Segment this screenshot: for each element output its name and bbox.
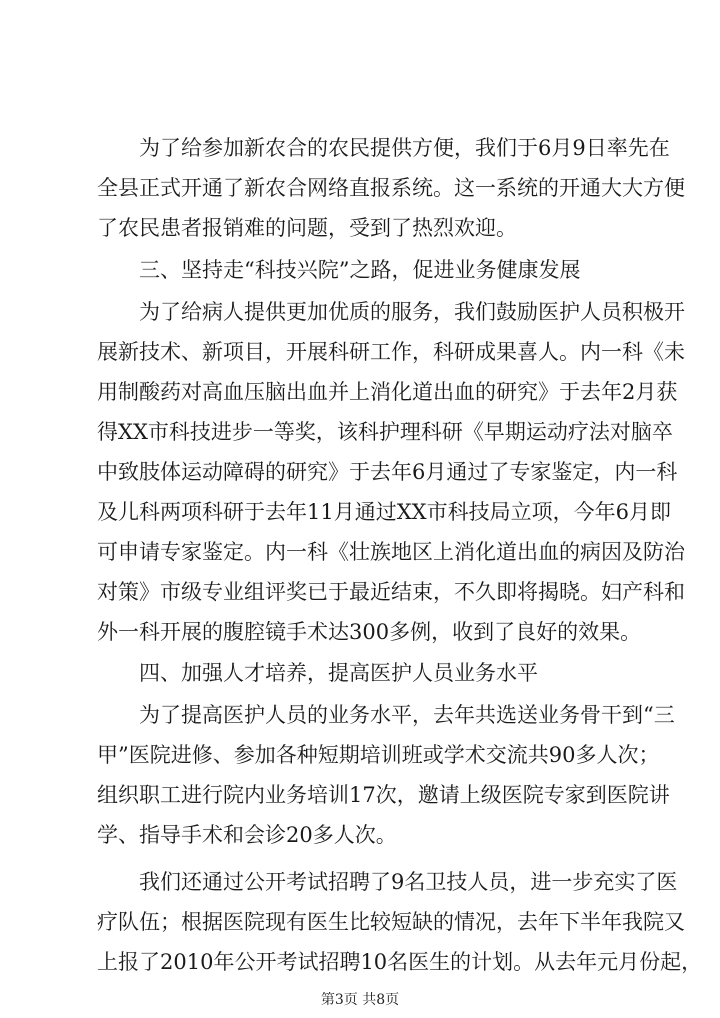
paragraph-line: 上报了2010年公开考试招聘10名医生的计划。从去年元月份起， [97, 950, 703, 974]
section-heading: 四、加强人才培养，提高医护人员业务水平 [139, 661, 538, 685]
paragraph-line: 及儿科两项科研于去年11月通过XX市科技局立项，今年6月即 [97, 500, 671, 524]
paragraph-line: 得XX市科技进步一等奖，该科护理科研《早期运动疗法对脑卒 [97, 420, 673, 444]
paragraph-line: 对策》市级专业组评奖已于最近结束，不久即将揭晓。妇产科和 [97, 580, 685, 604]
paragraph-line: 了农民患者报销难的问题，受到了热烈欢迎。 [97, 216, 517, 240]
paragraph-line: 疗队伍；根据医院现有医生比较短缺的情况，去年下半年我院又 [97, 910, 685, 934]
page-footer: 第3页 共8页 [320, 992, 400, 1008]
paragraph-line: 组织职工进行院内业务培训17次，邀请上级医院专家到医院讲 [97, 783, 670, 807]
paragraph-line: 为了给病人提供更加优质的服务，我们鼓励医护人员积极开 [139, 300, 685, 324]
paragraph-line: 用制酸药对高血压脑出血并上消化道出血的研究》于去年2月获 [97, 380, 678, 404]
paragraph-line: 展新技术、新项目，开展科研工作，科研成果喜人。内一科《未 [97, 340, 685, 364]
paragraph-line: 为了给参加新农合的农民提供方便，我们于6月9日率先在 [139, 136, 670, 160]
paragraph-line: 学、指导手术和会诊20多人次。 [97, 823, 397, 847]
paragraph-line: 全县正式开通了新农合网络直报系统。这一系统的开通大大方便 [97, 176, 685, 200]
paragraph-line: 为了提高医护人员的业务水平，去年共选送业务骨干到“三 [139, 703, 675, 727]
section-heading: 三、坚持走“科技兴院”之路，促进业务健康发展 [139, 258, 581, 282]
paragraph-line: 外一科开展的腹腔镜手术达300多例，收到了良好的效果。 [97, 620, 642, 644]
paragraph-line: 可申请专家鉴定。内一科《壮族地区上消化道出血的病因及防治 [97, 540, 685, 564]
paragraph-line: 中致肢体运动障碍的研究》于去年6月通过了专家鉴定，内一科 [97, 460, 678, 484]
paragraph-line: 我们还通过公开考试招聘了9名卫技人员，进一步充实了医 [139, 870, 678, 894]
paragraph-line: 甲”医院进修、参加各种短期培训班或学术交流共90多人次； [97, 743, 660, 767]
